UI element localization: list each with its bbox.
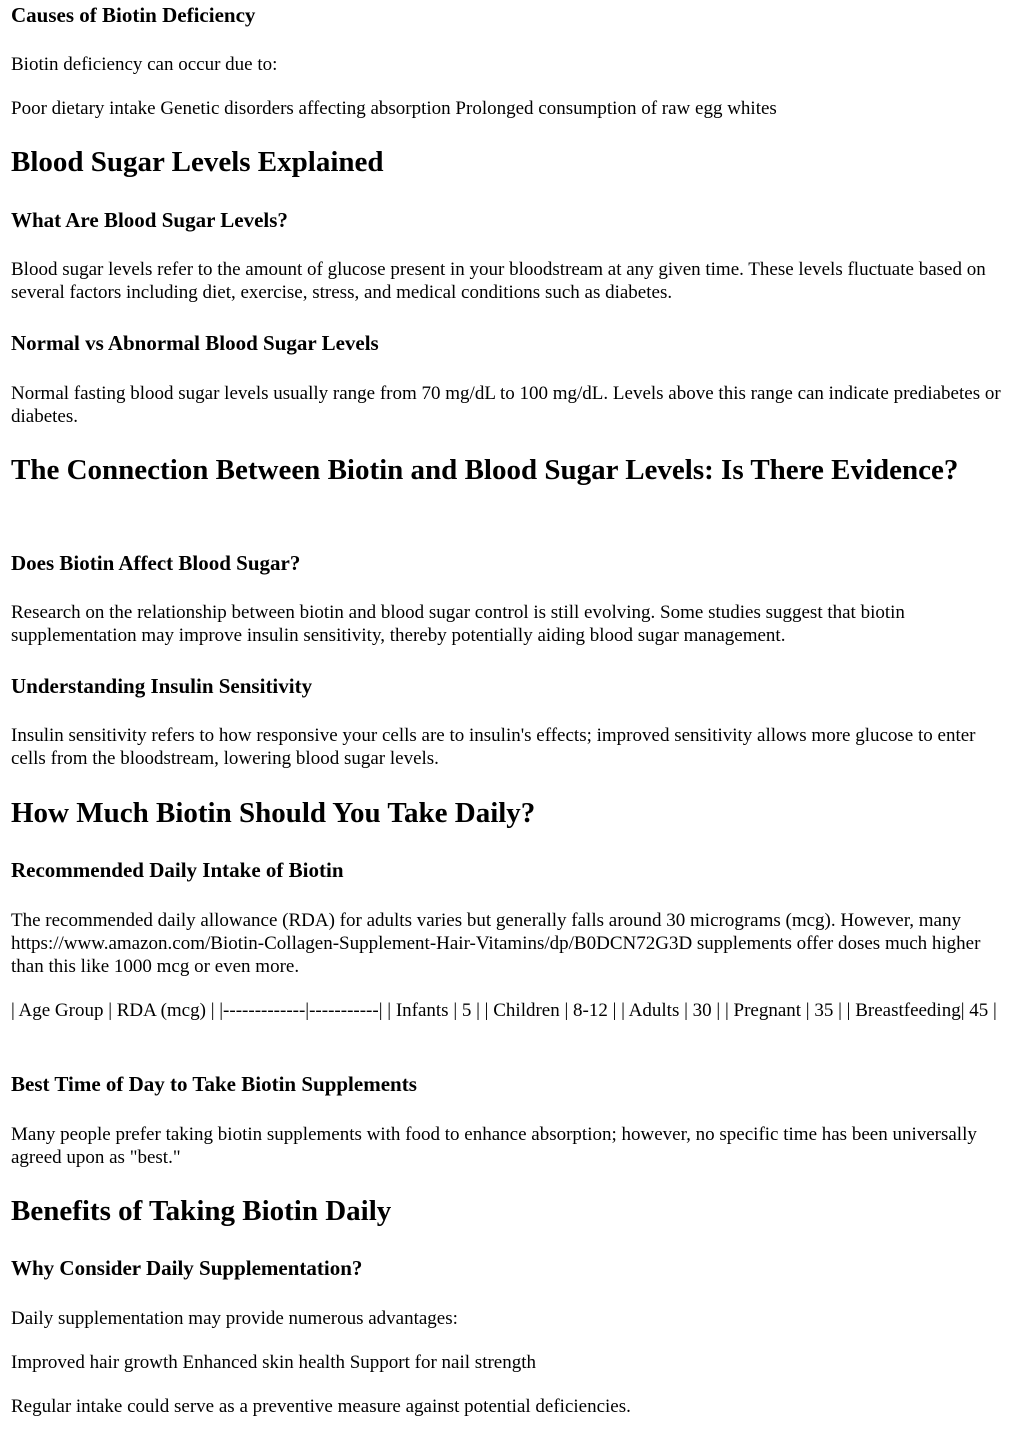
why-daily-intro: Daily supplementation may provide numerous advantages: bbox=[11, 1308, 458, 1329]
causes-intro: Biotin deficiency can occur due to: bbox=[11, 54, 278, 75]
normal-levels-text: Normal fasting blood sugar levels usually range from 70 mg/dL to 100 mg/dL. Levels above this range can indicate prediabetes or diabetes. bbox=[11, 383, 1001, 427]
rda-text: The recommended daily allowance (RDA) for adults varies but generally falls around 30 micrograms (mcg). However, many https://www.amazon.com/Biotin-Collagen-Supplement-Hair-Vitamins/dp/B0DCN72G3D supplements offer doses much higher than this like 1000 mcg or even more. bbox=[11, 910, 981, 977]
benefits-heading: Benefits of Taking Biotin Daily bbox=[11, 1195, 392, 1227]
connection-heading: The Connection Between Biotin and Blood Sugar Levels: Is There Evidence? bbox=[11, 454, 959, 486]
normal-levels-heading: Normal vs Abnormal Blood Sugar Levels bbox=[11, 331, 379, 355]
insulin-heading: Understanding Insulin Sensitivity bbox=[11, 674, 313, 698]
does-biotin-heading: Does Biotin Affect Blood Sugar? bbox=[11, 551, 301, 575]
what-blood-sugar-heading: What Are Blood Sugar Levels? bbox=[11, 208, 288, 232]
best-time-text: Many people prefer taking biotin supplements with food to enhance absorption; however, no specific time has been universally agreed upon as "best." bbox=[11, 1124, 977, 1168]
blood-sugar-heading: Blood Sugar Levels Explained bbox=[11, 146, 384, 178]
causes-list: Poor dietary intake Genetic disorders affecting absorption Prolonged consumption of raw egg whites bbox=[11, 98, 777, 119]
causes-heading: Causes of Biotin Deficiency bbox=[11, 3, 256, 27]
rda-table-text: | Age Group | RDA (mcg) | |-------------|-----------| | Infants | 5 | | Children | 8-12 | | Adults | 30 | | Pregnant | 35 | | Breastfeeding| 45 | bbox=[11, 1000, 997, 1021]
daily-heading: How Much Biotin Should You Take Daily? bbox=[11, 797, 536, 829]
why-daily-heading: Why Consider Daily Supplementation? bbox=[11, 1256, 363, 1280]
best-time-heading: Best Time of Day to Take Biotin Supplements bbox=[11, 1072, 417, 1096]
rda-heading: Recommended Daily Intake of Biotin bbox=[11, 858, 344, 882]
insulin-text: Insulin sensitivity refers to how responsive your cells are to insulin's effects; improved sensitivity allows more glucose to enter cells from the bloodstream, lowering blood sugar levels. bbox=[11, 725, 976, 769]
what-blood-sugar-text: Blood sugar levels refer to the amount of glucose present in your bloodstream at any given time. These levels fluctuate based on several factors including diet, exercise, stress, and medical conditions such as diabetes. bbox=[11, 259, 986, 303]
why-daily-list: Improved hair growth Enhanced skin health Support for nail strength bbox=[11, 1352, 537, 1373]
does-biotin-text: Research on the relationship between biotin and blood sugar control is still evolving. Some studies suggest that biotin supplementation may improve insulin sensitivity, thereby potentially aiding blood sugar management. bbox=[11, 602, 905, 646]
why-daily-outro: Regular intake could serve as a preventive measure against potential deficiencies. bbox=[11, 1396, 631, 1417]
